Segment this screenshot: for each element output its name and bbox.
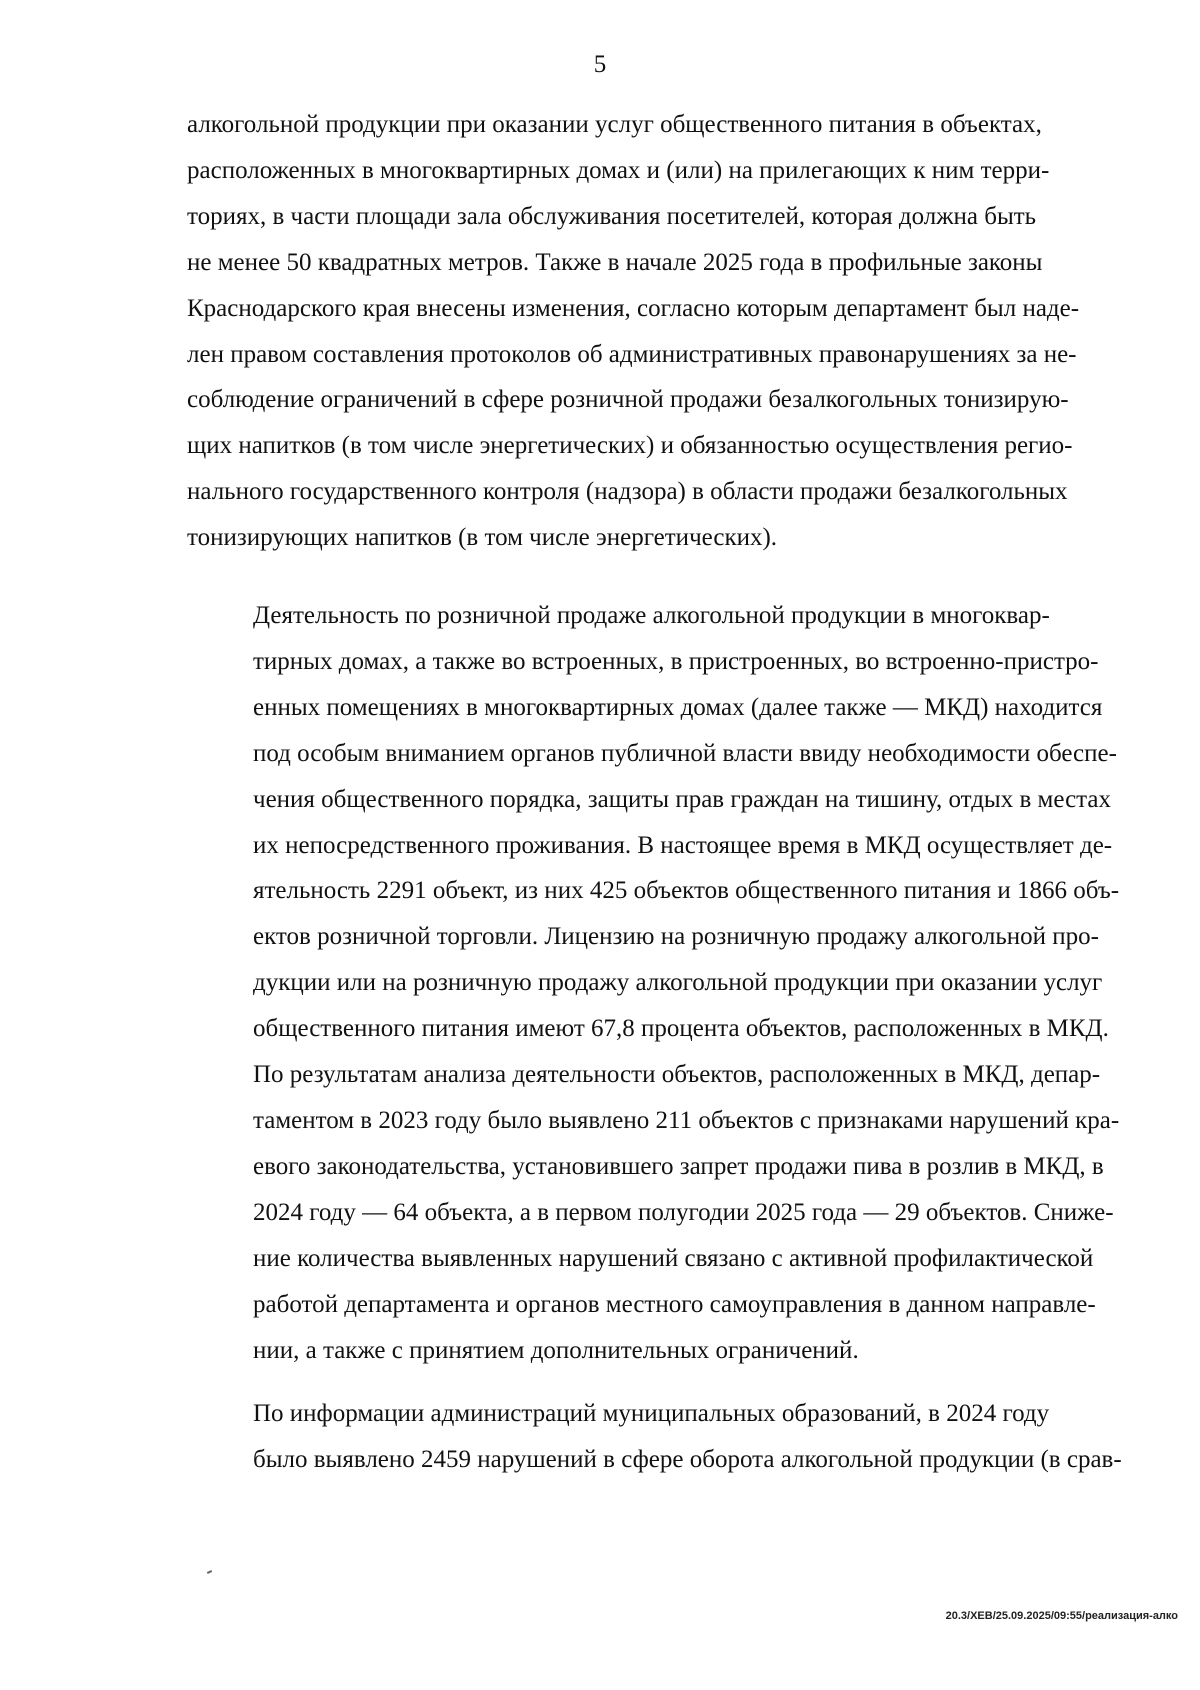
paragraph-1 (187, 102, 1172, 561)
text-line: ектов розничной торговли. Лицензию на розничную продажу алкогольной про- (253, 923, 1099, 951)
text-line: не менее 50 квадратных метров. Также в начале 2025 года в профильные законы (187, 248, 1043, 276)
text-line: расположенных в многоквартирных домах и (или) на прилегающих к ним терри- (187, 156, 1050, 184)
text-line: нального государственного контроля (надзора) в области продажи безалкогольных (187, 478, 1068, 506)
text-line: лен правом составления протоколов об административных правонарушениях за не- (187, 340, 1077, 368)
text-line: нии, а также с принятием дополнительных ограничений. (253, 1336, 859, 1364)
text-line: ятельность 2291 объект, из них 425 объектов общественного питания и 1866 объ- (253, 877, 1120, 905)
text-line: щих напитков (в том числе энергетических) и обязанностью осуществления регио- (187, 432, 1073, 460)
text-line: дукции или на розничную продажу алкогольной продукции при оказании услуг (253, 969, 1103, 997)
text-line: енных помещениях в многоквартирных домах (далее также — МКД) находится (253, 693, 1103, 721)
text-line: общественного питания имеют 67,8 процента объектов, расположенных в МКД. (253, 1015, 1109, 1043)
text-line: чения общественного порядка, защиты прав граждан на тишину, отдых в местах (253, 785, 1111, 813)
text-line: Деятельность по розничной продаже алкогольной продукции в многоквар- (253, 602, 1050, 629)
document-stamp: 20.3/ХЕВ/25.09.2025/09:55/реализация-алко (945, 1610, 1178, 1622)
text-line: По результатам анализа деятельности объектов, расположенных в МКД, депар- (253, 1061, 1101, 1089)
paragraph-3 (187, 1391, 1172, 1483)
text-line: евого законодательства, установившего запрет продажи пива в розлив в МКД, в (253, 1152, 1104, 1180)
text-line: под особым вниманием органов публичной власти ввиду необходимости обеспе- (253, 739, 1117, 767)
paragraph-2 (187, 593, 1172, 1373)
text-line: было выявлено 2459 нарушений в сфере оборота алкогольной продукции (в срав- (253, 1445, 1122, 1473)
page-number: 5 (593, 51, 607, 78)
text-line: ние количества выявленных нарушений связано с активной профилактической (253, 1244, 1094, 1272)
text-line: таментом в 2023 году было выявлено 211 объектов с признаками нарушений кра- (253, 1106, 1120, 1134)
text-line: алкогольной продукции при оказании услуг общественного питания в объектах, (187, 111, 1042, 138)
text-line: Краснодарского края внесены изменения, согласно которым департамент был наде- (187, 294, 1080, 322)
text-line: тонизирующих напитков (в том числе энергетических). (187, 524, 778, 552)
text-line: По информации администраций муниципальных образований, в 2024 году (253, 1400, 1050, 1427)
text-line: работой департамента и органов местного самоуправления в данном направле- (253, 1290, 1096, 1318)
text-line: соблюдение ограничений в сфере розничной продажи безалкогольных тонизирую- (187, 386, 1069, 414)
text-line: их непосредственного проживания. В настоящее время в МКД осуществляет де- (253, 831, 1113, 859)
scan-speck (207, 1570, 212, 1574)
text-line: тирных домах, а также во встроенных, в пристроенных, во встроенно-пристро- (253, 647, 1099, 675)
text-line: ториях, в части площади зала обслуживания посетителей, которая должна быть (187, 202, 1037, 230)
text-line: 2024 году — 64 объекта, а в первом полугодии 2025 года — 29 объектов. Сниже- (253, 1198, 1114, 1226)
